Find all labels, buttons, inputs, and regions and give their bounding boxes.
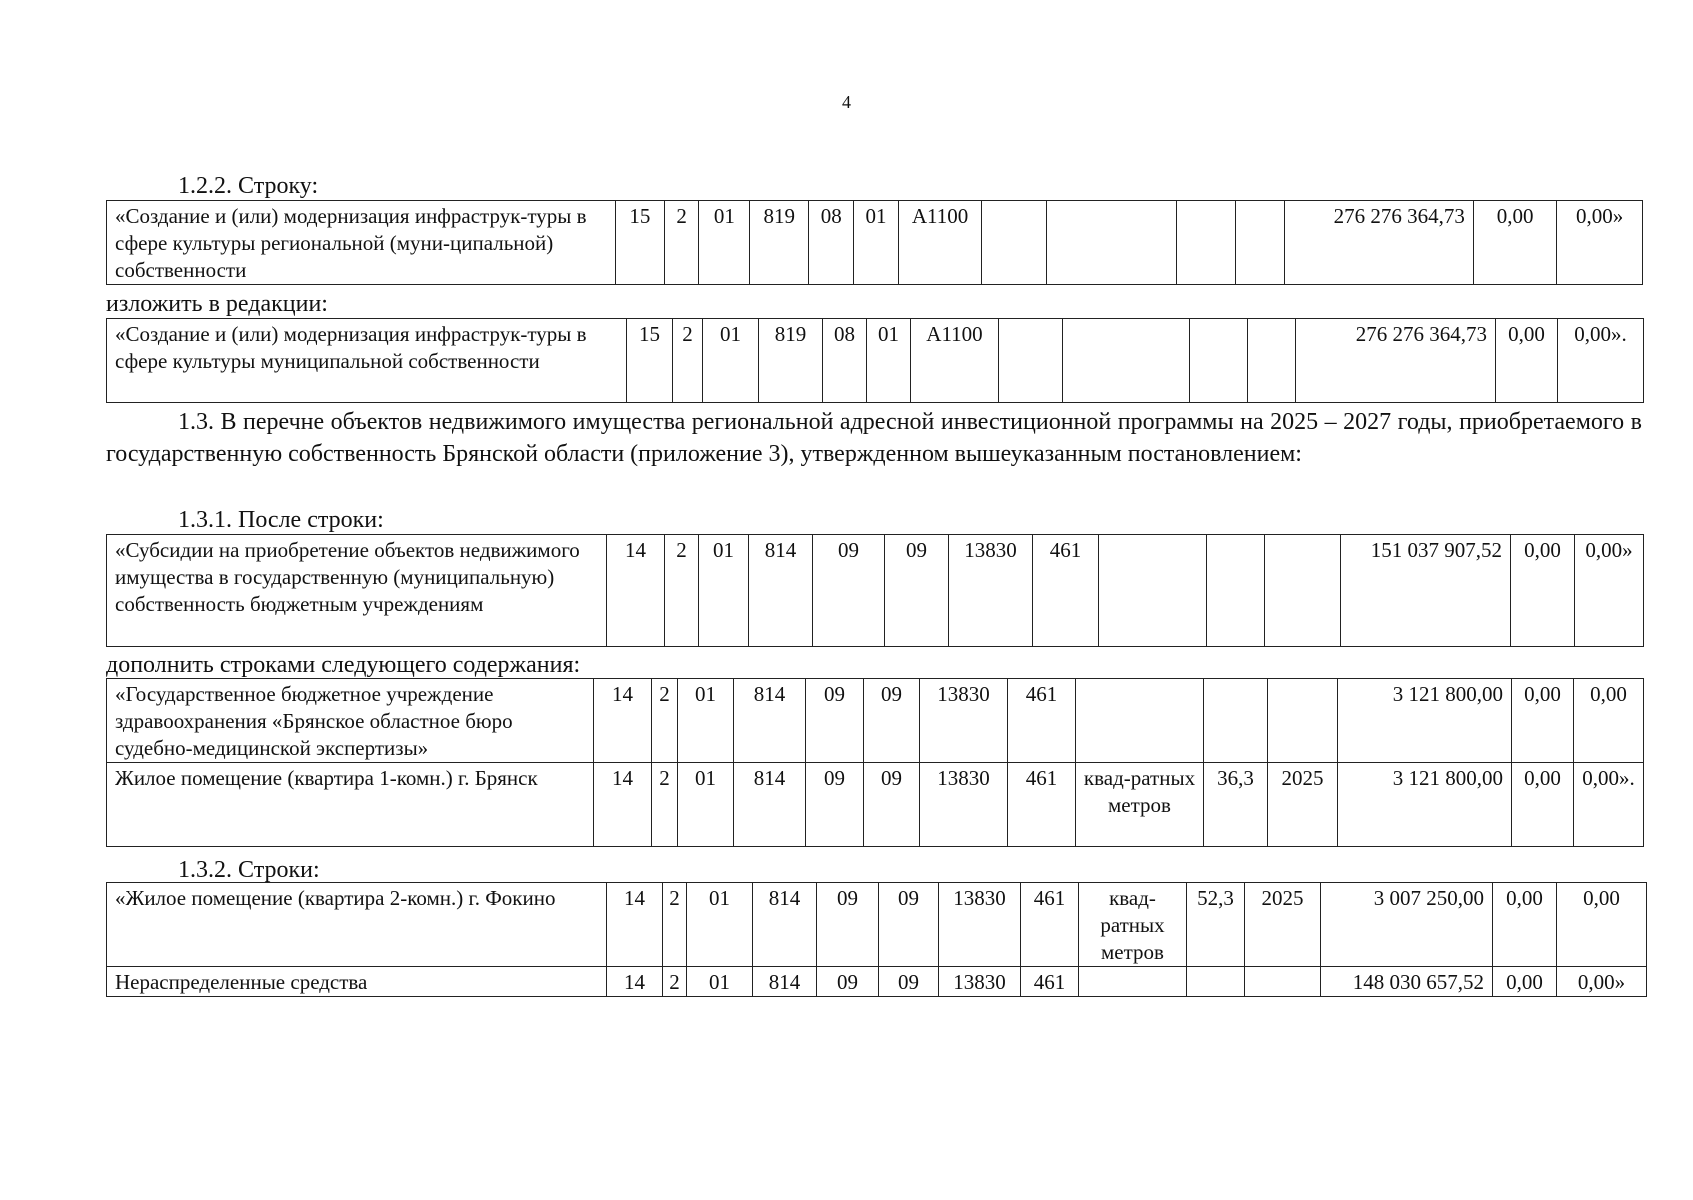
cell: 52,3	[1187, 883, 1245, 967]
cell	[999, 319, 1063, 403]
cell	[1265, 535, 1341, 647]
cell: 09	[879, 883, 939, 967]
cell: 09	[817, 967, 879, 997]
cell: 09	[806, 763, 864, 847]
cell: 0,00	[1493, 883, 1557, 967]
table-new-row-1-2-2	[106, 318, 1644, 403]
cell: 461	[1021, 967, 1079, 997]
cell: 09	[813, 535, 885, 647]
cell: 2	[664, 201, 699, 285]
cell	[1248, 319, 1296, 403]
cell: 13830	[920, 763, 1008, 847]
cell: 0,00	[1511, 535, 1575, 647]
section-1-3-1-heading: 1.3.1. После строки:	[178, 507, 384, 533]
cell: 2	[652, 763, 678, 847]
cell-name: Нераспределенные средства	[107, 967, 607, 997]
table-row	[107, 535, 1644, 647]
cell-amount: 151 037 907,52	[1341, 535, 1511, 647]
cell: А1100	[911, 319, 999, 403]
cell: 09	[817, 883, 879, 967]
cell: 13830	[920, 679, 1008, 763]
cell: 0,00	[1512, 679, 1574, 763]
cell: 2	[665, 535, 699, 647]
section-1-2-2-heading: 1.2.2. Строку:	[178, 173, 319, 199]
cell: 814	[734, 679, 806, 763]
cell	[1268, 679, 1338, 763]
table-row	[107, 967, 1647, 997]
cell-amount: 3 007 250,00	[1321, 883, 1493, 967]
cell	[982, 201, 1047, 285]
cell-amount: 276 276 364,73	[1284, 201, 1473, 285]
cell: 0,00»	[1557, 967, 1647, 997]
cell: 01	[703, 319, 759, 403]
table-row	[107, 883, 1647, 967]
cell	[1190, 319, 1248, 403]
table-row	[107, 319, 1644, 403]
cell: 2025	[1268, 763, 1338, 847]
cell: 461	[1008, 679, 1076, 763]
cell: 01	[687, 967, 753, 997]
cell: 814	[749, 535, 813, 647]
cell	[1099, 535, 1207, 647]
cell: 2	[663, 883, 687, 967]
cell: 01	[678, 679, 734, 763]
cell: 01	[678, 763, 734, 847]
cell: 0,00	[1493, 967, 1557, 997]
cell-amount: 3 121 800,00	[1338, 763, 1512, 847]
table-rows-1-3-2	[106, 882, 1647, 997]
table-row	[107, 763, 1644, 847]
cell: 14	[607, 967, 663, 997]
cell: 819	[750, 201, 809, 285]
cell: 0,00».	[1558, 319, 1644, 403]
cell	[1063, 319, 1190, 403]
cell	[1204, 679, 1268, 763]
cell	[1235, 201, 1284, 285]
cell: 01	[854, 201, 899, 285]
cell: 14	[607, 883, 663, 967]
cell: 814	[753, 883, 817, 967]
cell: 15	[627, 319, 673, 403]
cell: 2	[673, 319, 703, 403]
cell-name: «Жилое помещение (квартира 2-комн.) г. Фокино	[107, 883, 607, 967]
cell	[1207, 535, 1265, 647]
cell-name: «Государственное бюджетное учреждение здравоохранения «Брянское областное бюро судебно-медицинской экспертизы»	[107, 679, 594, 763]
cell-amount: 276 276 364,73	[1296, 319, 1496, 403]
cell: 14	[607, 535, 665, 647]
cell: 461	[1033, 535, 1099, 647]
cell: 0,00	[1557, 883, 1647, 967]
cell: 14	[594, 763, 652, 847]
cell	[1076, 679, 1204, 763]
cell: 01	[687, 883, 753, 967]
cell: 01	[699, 201, 750, 285]
cell: А1100	[898, 201, 981, 285]
cell-name: «Субсидии на приобретение объектов недвижимого имущества в государственную (муниципальную) собственность бюджетным учреждениям	[107, 535, 607, 647]
cell: 15	[615, 201, 664, 285]
cell	[1187, 967, 1245, 997]
cell: 36,3	[1204, 763, 1268, 847]
cell	[1079, 967, 1187, 997]
cell-name: «Создание и (или) модернизация инфраструк-туры в сфере культуры региональной (муни-ципальной) собственности	[107, 201, 616, 285]
cell: 0,00	[1473, 201, 1556, 285]
cell: 01	[699, 535, 749, 647]
dopolnit-text: дополнить строками следующего содержания:	[106, 652, 581, 678]
cell: 0,00	[1574, 679, 1644, 763]
cell: 2	[663, 967, 687, 997]
cell-unit: квад-ратных метров	[1076, 763, 1204, 847]
cell: 08	[809, 201, 854, 285]
cell: 461	[1021, 883, 1079, 967]
cell: 08	[823, 319, 867, 403]
cell-name: «Создание и (или) модернизация инфраструк-туры в сфере культуры муниципальной собственности	[107, 319, 627, 403]
paragraph-1-3: 1.3. В перечне объектов недвижимого имущества региональной адресной инвестиционной программы на 2025 – 2027 годы, приобретаемого в государственную собственность Брянской области (приложение 3), утвержденном вышеуказанным постановлением:	[106, 409, 1642, 467]
cell: 01	[867, 319, 911, 403]
cell: 2	[652, 679, 678, 763]
cell-name: Жилое помещение (квартира 1-комн.) г. Брянск	[107, 763, 594, 847]
izlozhit-text: изложить в редакции:	[106, 291, 328, 317]
cell	[1047, 201, 1176, 285]
table-after-row-1-3-1	[106, 534, 1644, 647]
cell: 13830	[939, 883, 1021, 967]
cell: 09	[879, 967, 939, 997]
cell: 819	[759, 319, 823, 403]
cell: 09	[885, 535, 949, 647]
cell: 09	[806, 679, 864, 763]
cell: 09	[864, 679, 920, 763]
cell: 814	[734, 763, 806, 847]
table-added-rows-1-3-1	[106, 678, 1644, 847]
cell-amount: 3 121 800,00	[1338, 679, 1512, 763]
cell: 2025	[1245, 883, 1321, 967]
cell-amount: 148 030 657,52	[1321, 967, 1493, 997]
section-1-3-2-heading: 1.3.2. Строки:	[178, 857, 320, 883]
cell	[1176, 201, 1235, 285]
cell: 461	[1008, 763, 1076, 847]
cell: 13830	[939, 967, 1021, 997]
cell: 0,00».	[1574, 763, 1644, 847]
cell: 0,00	[1512, 763, 1574, 847]
cell: 09	[864, 763, 920, 847]
page-number: 4	[842, 92, 851, 112]
cell	[1245, 967, 1321, 997]
table-old-row-1-2-2	[106, 200, 1643, 285]
cell: 814	[753, 967, 817, 997]
cell: 0,00»	[1575, 535, 1644, 647]
table-row	[107, 679, 1644, 763]
table-row	[107, 201, 1643, 285]
cell: 14	[594, 679, 652, 763]
cell: 13830	[949, 535, 1033, 647]
cell-unit: квад-ратных метров	[1079, 883, 1187, 967]
cell: 0,00	[1496, 319, 1558, 403]
cell: 0,00»	[1557, 201, 1643, 285]
